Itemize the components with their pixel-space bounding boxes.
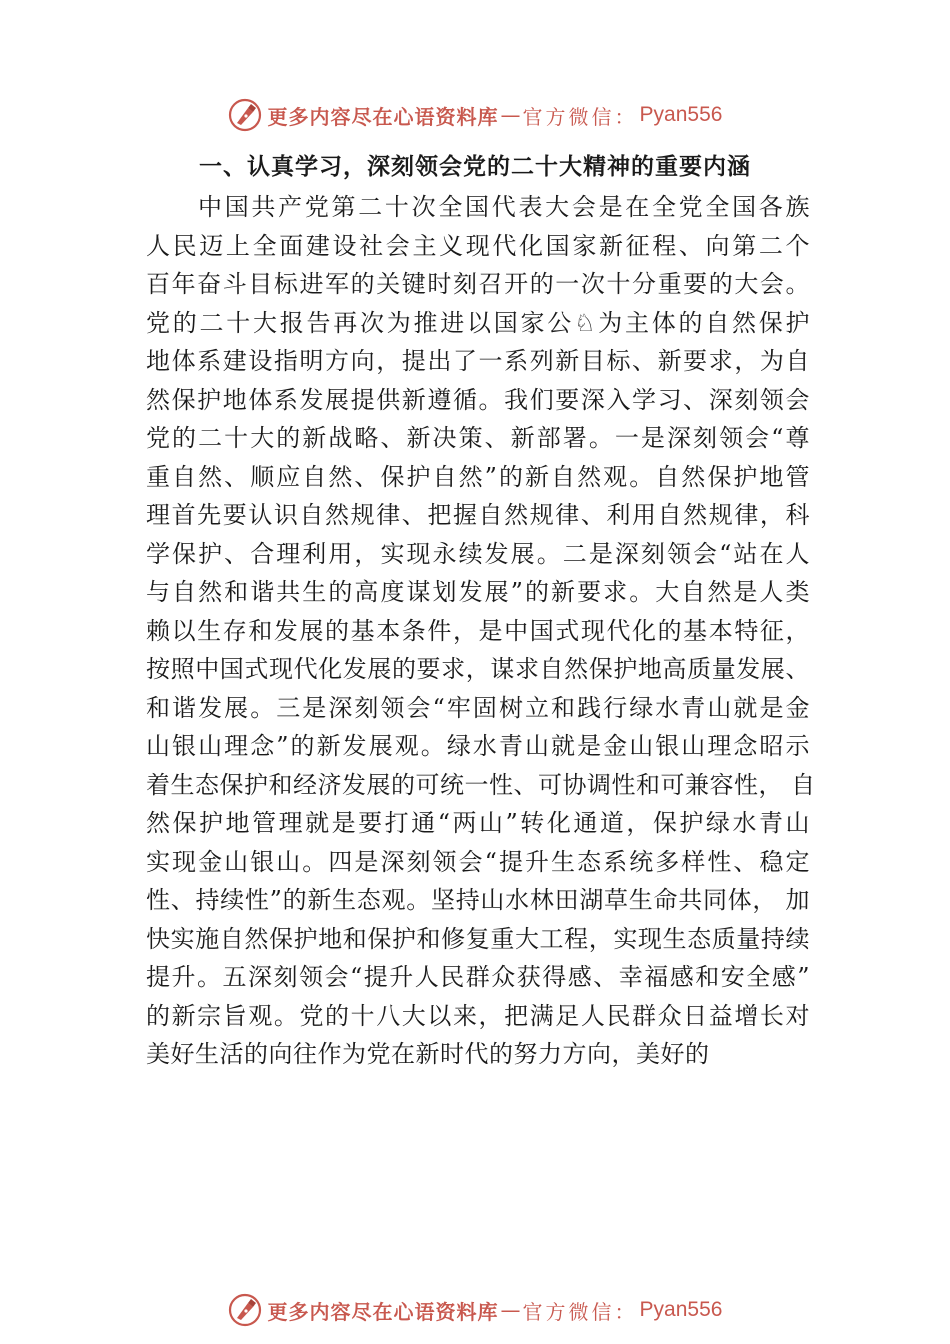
text-line: 理首先要认识自然规律、把握自然规律、利用自然规律，科: [146, 501, 810, 529]
body-text: [146, 188, 816, 1074]
text-line: 按照中国式现代化发展的要求，谋求自然保护地高质量发展、: [146, 655, 810, 683]
text-line: 的新宗旨观。党的十八大以来，把满足人民群众日益增长对: [146, 1001, 810, 1030]
watermark-official-label: 官方微信：: [522, 1299, 638, 1324]
watermark-wechat-id: Pyan556: [639, 1298, 723, 1321]
pen-nib-logo-icon: [228, 98, 262, 132]
watermark-brand: 更多内容尽在心语资料库: [267, 1299, 499, 1324]
watermark-banner-bottom: [0, 1290, 950, 1330]
section-heading: 一、认真学习，深刻领会党的二十大精神的重要内涵: [199, 154, 751, 180]
watermark-banner-top: [0, 95, 950, 135]
text-line: 和谐发展。三是深刻领会“牢固树立和践行绿水青山就是金: [146, 693, 810, 722]
text-line: 美好生活的向往作为党在新时代的努力方向，美好的: [146, 1040, 710, 1068]
text-line: 重自然、顺应自然、保护自然”的新自然观。自然保护地管: [146, 462, 810, 491]
watermark-official-label: 官方微信：: [522, 104, 638, 129]
pen-nib-logo-icon: [228, 1293, 262, 1327]
text-line: 党的二十大报告再次为推进以国家公♘为主体的自然保护: [146, 308, 810, 337]
text-line: 然保护地管理就是要打通“两山”转化通道，保护绿水青山: [146, 809, 810, 837]
text-line: 赖以生存和发展的基本条件，是中国式现代化的基本特征，: [146, 616, 810, 645]
text-line: 学保护、合理利用，实现永续发展。二是深刻领会“站在人: [146, 539, 810, 568]
text-line: 快实施自然保护地和保护和修复重大工程，实现生态质量持续: [146, 924, 810, 953]
text-line: 山银山理念”的新发展观。绿水青山就是金山银山理念昭示: [146, 732, 810, 760]
text-line: 提升。五深刻领会“提升人民群众获得感、幸福感和安全感”: [146, 963, 810, 991]
text-line: 党的二十大的新战略、新决策、新部署。一是深刻领会“尊: [146, 424, 810, 452]
text-line: 人民迈上全面建设社会主义现代化国家新征程、向第二个: [146, 231, 810, 260]
watermark-dash: —: [500, 1298, 521, 1322]
text-line: 性、持续性”的新生态观。坚持山水林田湖草生命共同体， 加: [146, 886, 810, 914]
text-line: 与自然和谐共生的高度谋划发展”的新要求。大自然是人类: [146, 578, 810, 606]
watermark-wechat-id: Pyan556: [639, 103, 723, 126]
text-line: 着生态保护和经济发展的可统一性、可协调性和可兼容性， 自: [146, 770, 816, 799]
text-line: 地体系建设指明方向，提出了一系列新目标、新要求，为自: [146, 347, 810, 375]
text-line: 然保护地体系发展提供新遵循。我们要深入学习、深刻领会: [146, 385, 810, 414]
text-line: 实现金山银山。四是深刻领会“提升生态系统多样性、稳定: [146, 847, 810, 876]
watermark-brand: 更多内容尽在心语资料库: [267, 104, 499, 129]
text-line: 中国共产党第二十次全国代表大会是在全党全国各族: [198, 193, 810, 221]
watermark-dash: —: [500, 103, 521, 127]
text-line: 百年奋斗目标进军的关键时刻召开的一次十分重要的大会。: [146, 270, 810, 298]
